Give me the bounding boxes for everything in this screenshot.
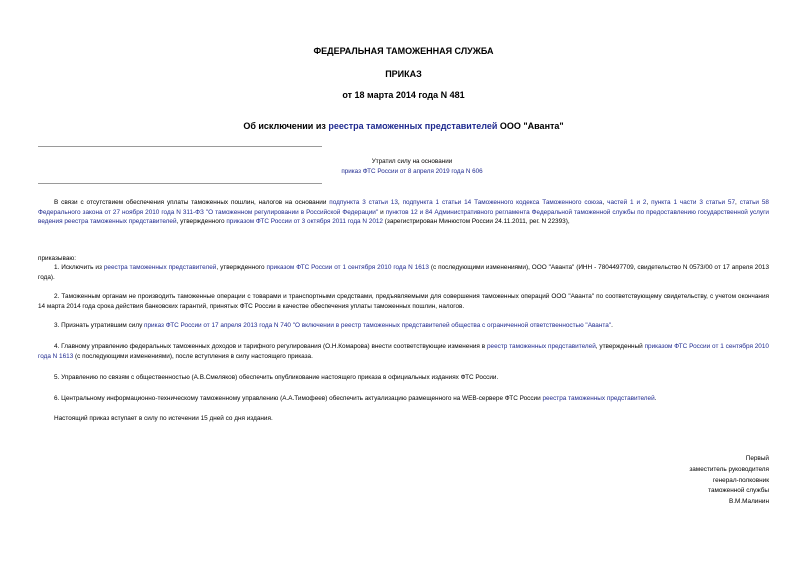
paragraph-text: 4. Главному управлению федеральных таможенных доходов и тарифного регулирования (О.Н.Комарова) внести соответствующие изменения в [54, 343, 487, 350]
legal-reference-link[interactable]: частей 1 и 2 [607, 199, 647, 206]
document-type: ПРИКАЗ [385, 69, 422, 79]
paragraph-text: , [735, 199, 740, 206]
paragraph-text: , [646, 199, 652, 206]
paragraph-text: . [611, 322, 613, 329]
document-title [0, 121, 807, 131]
legal-reference-link[interactable]: реестра таможенных представителей [542, 395, 655, 402]
signature-block [609, 454, 769, 508]
paragraph-text: , утвержденного [176, 218, 227, 226]
legal-reference-link[interactable]: приказом ФТС России от 1 сентября 2010 года N 1613 [266, 264, 429, 271]
legal-reference-link[interactable]: статьи 58 Федерального закона от 27 ноября 2010 года N 311-ФЗ "О таможенном регулировании в Российской Федерации" [38, 199, 769, 216]
legal-reference-link[interactable]: реестр таможенных представителей [487, 343, 596, 350]
signature-line: заместитель руководителя [689, 465, 769, 473]
legal-reference-link[interactable]: приказ ФТС России от 17 апреля 2013 года N 740 "О включении в реестр таможенных представителей общества с ограниченной ответственностью "Аванта" [144, 322, 612, 329]
item-4 [38, 342, 769, 361]
divider-top [38, 146, 322, 147]
status-note-text: Утратил силу на основании [371, 158, 453, 165]
paragraph-text: и [378, 208, 386, 216]
title-prefix: Об исключении из [243, 121, 329, 131]
signature-line: В.М.Малинин [728, 498, 769, 506]
preamble-paragraph [38, 198, 769, 227]
agency-name: ФЕДЕРАЛЬНАЯ ТАМОЖЕННАЯ СЛУЖБА [313, 46, 494, 56]
document-date-number: от 18 марта 2014 года N 481 [342, 90, 465, 100]
legal-reference-link[interactable]: пункта 1 части 3 статьи 57 [651, 199, 736, 206]
paragraph-text: 3. Признать утратившим силу [54, 322, 145, 329]
item-5 [38, 373, 769, 383]
title-registry-link[interactable]: реестра таможенных представителей [328, 121, 498, 131]
legal-reference-link[interactable]: подпункта 3 статьи 13 [329, 199, 398, 206]
title-suffix: ООО "Аванта" [497, 121, 564, 131]
legal-reference-link[interactable]: реестра таможенных представителей [103, 264, 217, 271]
paragraph-text: 2. Таможенным органам не производить таможенные операции с товарами и транспортными средствами, предъявляемыми для совершения таможенных операций ООО "Аванта" по соответствующему свидетельству, с учетом окончания 14 марта 2014 года срока действия банковских гарантий, принятых ФТС России в качестве обеспечения уплаты таможенных пошлин, налогов. [38, 293, 769, 310]
legal-reference-link[interactable]: приказом ФТС России от 3 октября 2011 года N 2012 [226, 218, 383, 226]
item-1 [38, 263, 769, 282]
paragraph-text: Настоящий приказ вступает в силу по истечении 15 дней со дня издания. [54, 415, 273, 422]
order-word: приказываю: [38, 255, 76, 262]
paragraph-text: 5. Управлению по связям с общественностью (А.В.Смеляков) обеспечить опубликование настоящего приказа в официальных изданиях ФТС России. [54, 374, 499, 381]
item-3 [38, 321, 769, 331]
item-7 [38, 414, 769, 424]
legal-reference-link[interactable]: пунктов 12 и 84 Административного регламента Федеральной таможенной службы по предоставлению государственной услуги ведения реестра таможенных представителей [38, 208, 769, 226]
signature-line: генерал-полковник [712, 476, 769, 484]
paragraph-text: В связи с отсутствием обеспечения уплаты таможенных пошлин, налогов на основании [54, 199, 330, 206]
paragraph-text: . [654, 395, 657, 402]
paragraph-text: 6. Центральному информационно-техническому таможенному управлению (А.А.Тимофеев) обеспечить актуализацию размещенного на WEB-сервере ФТС России [54, 395, 543, 402]
paragraph-text: , утвержденного [216, 264, 267, 271]
status-note [300, 157, 524, 177]
signature-line: Первый [745, 455, 769, 462]
paragraph-text: 1. Исключить из [54, 264, 104, 271]
paragraph-text: , [397, 199, 403, 206]
status-note-link[interactable]: приказ ФТС России от 8 апреля 2019 года N 606 [341, 168, 483, 175]
divider-bottom [38, 183, 322, 184]
legal-reference-link[interactable]: приказом ФТС России от 1 сентября 2010 года N 1613 [38, 343, 769, 360]
paragraph-text: (с последующими изменениями), после вступления в силу настоящего приказа. [73, 352, 313, 360]
paragraph-text: , [602, 199, 608, 206]
paragraph-text: (зарегистрирован Минюстом России 24.11.2011, рег. N 22393), [382, 218, 570, 226]
paragraph-text: , утвержденный [595, 343, 645, 350]
signature-line: таможенной службы [708, 487, 769, 495]
paragraph-text: (с последующими изменениями), ООО "Аванта" (ИНН - 7804497709, свидетельство N 0573/00 от 17 апреля 2013 года). [38, 264, 770, 281]
legal-reference-link[interactable]: подпункта 1 статьи 14 Таможенного кодекса Таможенного союза [402, 199, 603, 206]
item-2 [38, 292, 769, 311]
item-6 [38, 394, 769, 404]
